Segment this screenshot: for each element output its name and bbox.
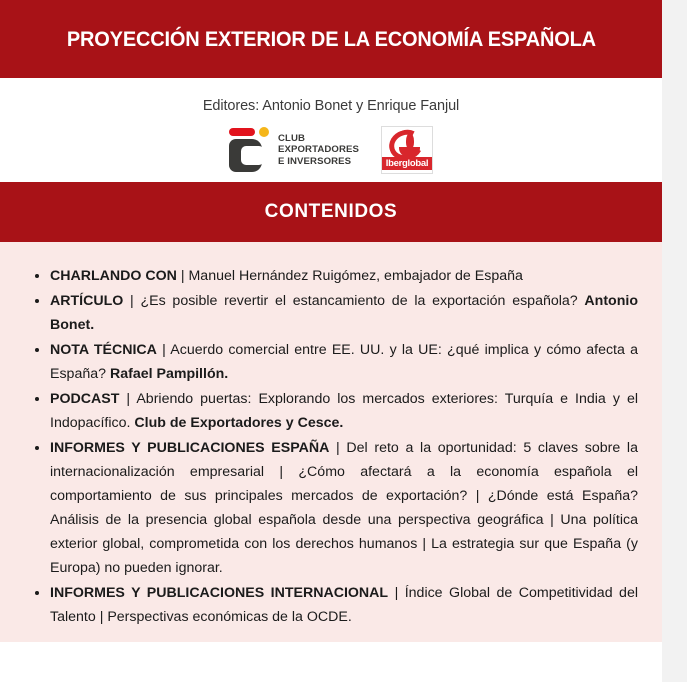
list-item[interactable] xyxy=(48,436,638,580)
club-wordmark-line-3: E INVERSORES xyxy=(278,155,352,167)
list-item[interactable] xyxy=(48,581,638,629)
club-exportadores-logo[interactable] xyxy=(229,125,359,175)
list-item[interactable] xyxy=(48,338,638,386)
list-item-separator: | xyxy=(156,342,171,358)
list-item[interactable] xyxy=(48,264,638,288)
list-item-text: Del reto a la oportunidad: 5 claves sobre la internacionalización empresarial | ¿Cómo afectará a la economía española el comportamiento de sus principales mercados de exportación? | ¿Dónde está España? Análisis de la presencia global española desde una perspectiva geográfica | Una política exterior global, comprometida con los derechos humanos | La estrategia sur que España (y Europa) no pueden ignorar. xyxy=(50,440,638,576)
list-item-separator: | xyxy=(123,293,141,309)
list-item-kicker: NOTA TÉCNICA xyxy=(50,342,157,358)
list-item-kicker: CHARLANDO CON xyxy=(50,268,177,284)
club-exportadores-wordmark xyxy=(278,133,359,167)
list-item-author: Rafael Pampillón. xyxy=(109,366,229,382)
list-item-kicker: INFORMES Y PUBLICACIONES INTERNACIONAL xyxy=(50,585,389,601)
list-item-separator: | xyxy=(388,585,405,601)
list-item-separator: | xyxy=(329,440,347,456)
club-c-notch-icon xyxy=(241,146,264,165)
contents-banner xyxy=(0,182,662,242)
editors-line: Editores: Antonio Bonet y Enrique Fanjul xyxy=(202,98,460,114)
list-item-text: ¿Es posible revertir el estancamiento de la exportación española? xyxy=(140,293,585,309)
list-item-author: Club de Exportadores y Cesce. xyxy=(134,415,344,431)
list-item-kicker: PODCAST xyxy=(50,391,120,407)
list-item[interactable] xyxy=(48,387,638,435)
editors-section xyxy=(0,78,662,182)
title-banner xyxy=(0,0,662,78)
club-yellow-dot-icon xyxy=(259,127,269,137)
list-item-text: Índice Global de Competitividad del Talento | Perspectivas económicas de la OCDE. xyxy=(50,585,638,625)
list-item-text: Acuerdo comercial entre EE. UU. y la UE: ¿qué implica y cómo afecta a España? xyxy=(50,342,639,382)
list-item-kicker: ARTÍCULO xyxy=(50,293,124,309)
list-item-text: Manuel Hernández Ruigómez, embajador de España xyxy=(188,268,523,284)
iberglobal-logo[interactable] xyxy=(381,126,433,174)
club-exportadores-mark-icon xyxy=(229,126,273,174)
club-wordmark-line-1: CLUB xyxy=(278,132,306,144)
contents-list xyxy=(24,264,638,629)
club-red-bar-icon xyxy=(229,128,255,136)
logos-row xyxy=(0,124,662,176)
list-item-author: Antonio Bonet. xyxy=(50,293,638,333)
contents-body xyxy=(0,242,662,642)
list-item-text: Abriendo puertas: Explorando los mercados exteriores: Turquía e India y el Indopacífico. xyxy=(50,391,639,431)
list-item-kicker: INFORMES Y PUBLICACIONES ESPAÑA xyxy=(50,440,330,456)
iberglobal-wordmark: Iberglobal xyxy=(382,157,432,170)
list-item[interactable] xyxy=(48,289,638,337)
page-title: PROYECCIÓN EXTERIOR DE LA ECONOMÍA ESPAÑOLA xyxy=(66,26,596,51)
contents-heading: CONTENIDOS xyxy=(264,201,398,222)
list-item-separator: | xyxy=(119,391,137,407)
list-item-separator: | xyxy=(176,268,189,284)
club-wordmark-line-2: EXPORTADORES xyxy=(278,144,359,156)
